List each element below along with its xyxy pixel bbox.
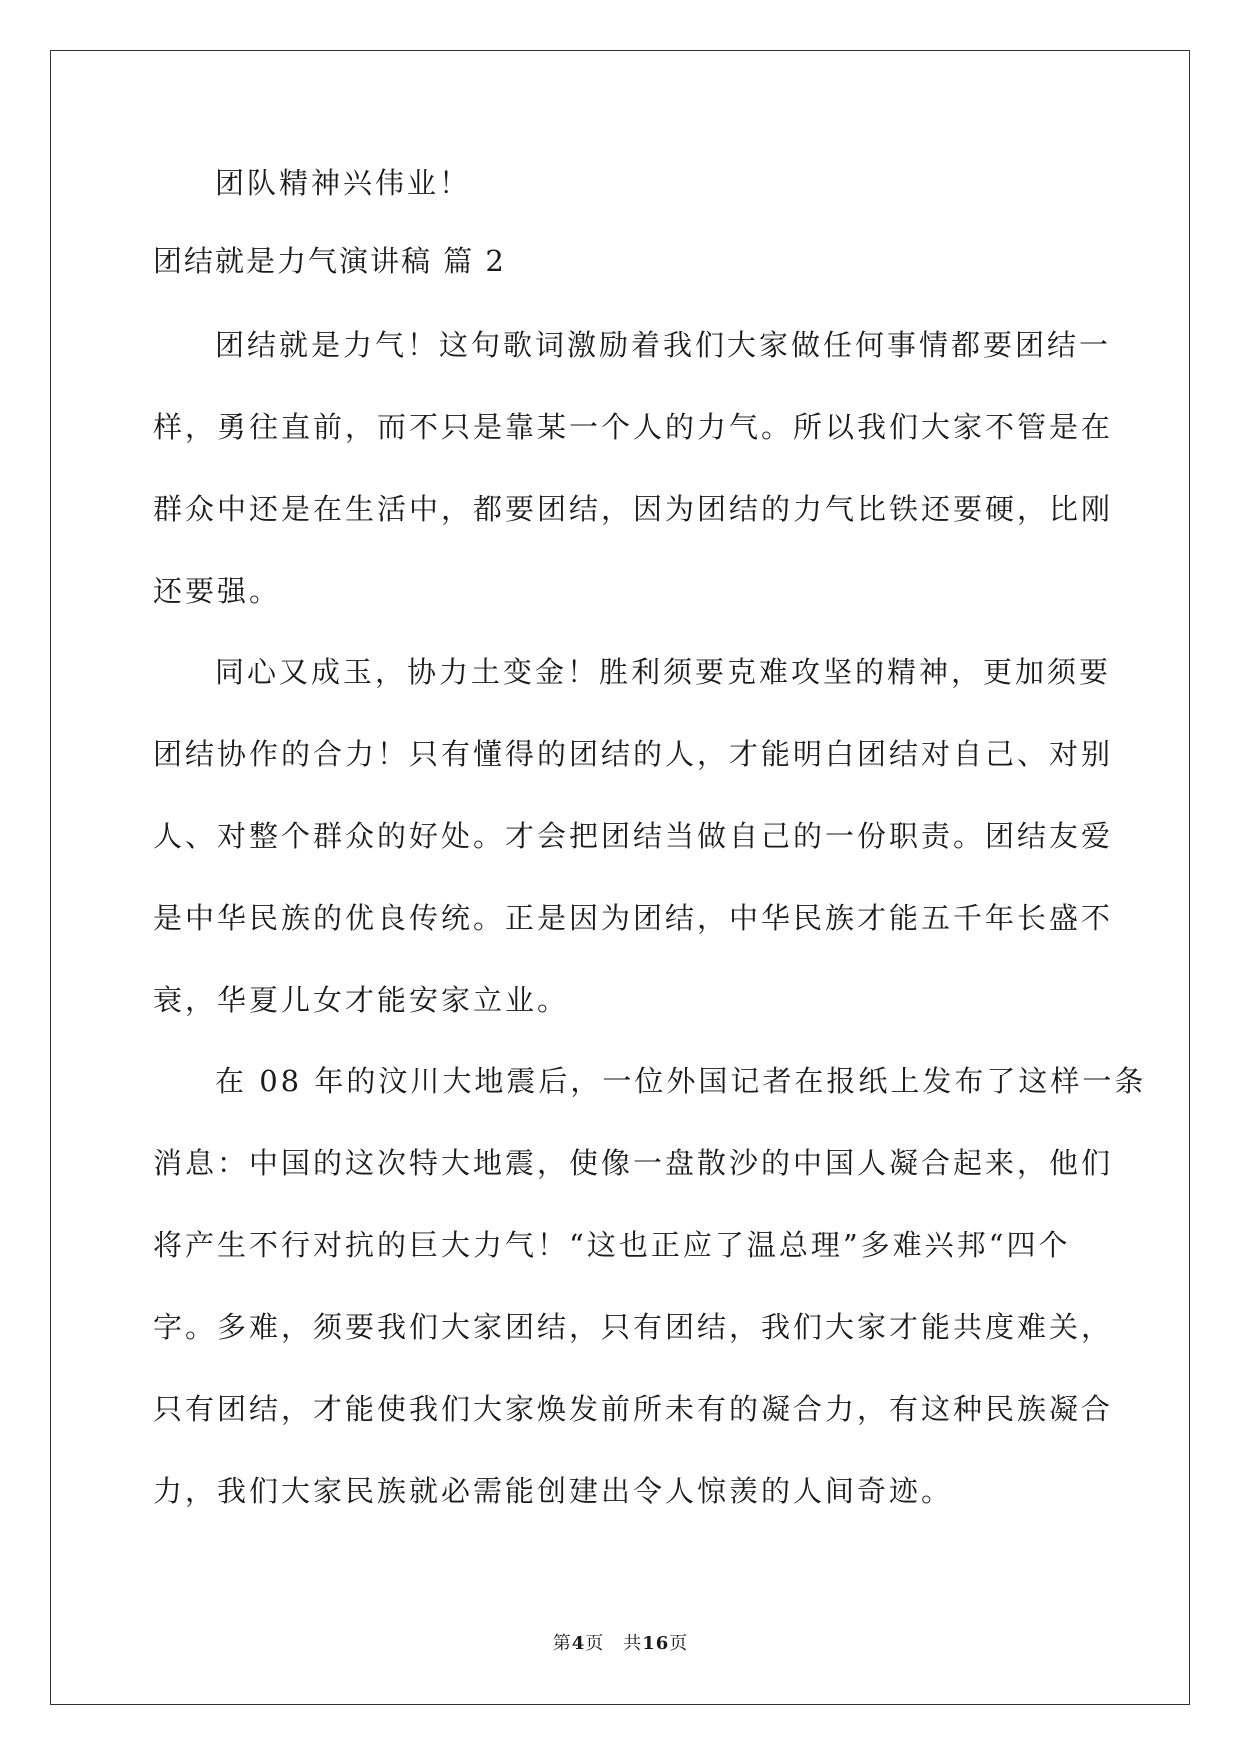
- paragraph-2: [153, 655, 1114, 1017]
- paragraph-line: 团结就是力气！这句歌词激励着我们大家做任何事情都要团结一: [215, 328, 1112, 362]
- footer-page-suffix: 页: [669, 1633, 689, 1654]
- paragraph-line: 力，我们大家民族就必需能创建出令人惊羡的人间奇迹。: [153, 1474, 954, 1508]
- footer-page-prefix: 第: [552, 1633, 572, 1654]
- paragraph-line: 群众中还是在生活中，都要团结，因为团结的力气比铁还要硬，比刚: [153, 492, 1114, 526]
- paragraph-line: 在 08 年的汶川大地震后，一位外国记者在报纸上发布了这样一条: [215, 1064, 1147, 1098]
- document-body: [153, 166, 1147, 1508]
- paragraph-line: 消息：中国的这次特大地震，使像一盘散沙的中国人凝合起来，他们: [153, 1146, 1114, 1180]
- paragraph-line: 人、对整个群众的好处。才会把团结当做自己的一份职责。团结友爱: [153, 819, 1114, 853]
- paragraph-1: [153, 328, 1114, 608]
- paragraph-line: 将产生不行对抗的巨大力气！“这也正应了温总理”多难兴邦“四个: [153, 1228, 1071, 1262]
- page-footer: [0, 1634, 1241, 1654]
- footer-page-current: 4: [571, 1633, 586, 1654]
- paragraph-line: 是中华民族的优良传统。正是因为团结，中华民族才能五千年长盛不: [153, 901, 1114, 935]
- paragraph-line: 还要强。: [153, 574, 282, 608]
- paragraph-line: 只有团结，才能使我们大家焕发前所未有的凝合力，有这种民族凝合: [153, 1392, 1114, 1426]
- paragraph-line: 衰，华夏儿女才能安家立业。: [153, 983, 570, 1017]
- paragraph-line: 字。多难，须要我们大家团结，只有团结，我们大家才能共度难关，: [153, 1310, 1114, 1344]
- paragraph-3: [153, 1064, 1147, 1508]
- section-heading: 团结就是力气演讲稿 篇 2: [153, 244, 506, 278]
- footer-page-mid: 页 共: [585, 1633, 643, 1654]
- paragraph-line: 样，勇往直前，而不只是靠某一个人的力气。所以我们大家不管是在: [153, 410, 1114, 444]
- footer-page-total: 16: [642, 1633, 670, 1654]
- closing-line: 团队精神兴伟业！: [215, 166, 472, 200]
- paragraph-line: 团结协作的合力！只有懂得的团结的人，才能明白团结对自己、对别: [153, 737, 1114, 771]
- paragraph-line: 同心又成玉，协力土变金！胜利须要克难攻坚的精神，更加须要: [215, 655, 1112, 689]
